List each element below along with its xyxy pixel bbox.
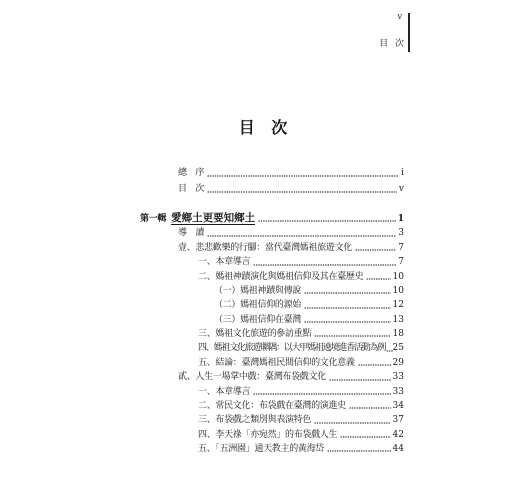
- toc-subsection: [140, 284, 404, 298]
- toc-page-number: 10: [392, 285, 404, 296]
- toc-chapter: [140, 241, 404, 255]
- toc-section: [140, 270, 404, 284]
- toc-page-number: 33: [392, 386, 404, 397]
- toc-entry-label: 五、「五洲園」通天教主的黃海岱: [198, 444, 325, 454]
- toc-chapter: [140, 370, 404, 384]
- toc-subsection: [140, 313, 404, 327]
- toc-section: [140, 399, 404, 413]
- toc-entry-label: 壹、悲悲歡樂的行腳：當代臺灣媽祖旅遊文化: [178, 242, 353, 253]
- dot-leader: [314, 334, 390, 338]
- dot-leader: [358, 363, 391, 367]
- toc-entry-label: 一、本章導言: [198, 257, 251, 268]
- dot-leader: [314, 421, 390, 425]
- dot-leader: [207, 190, 397, 194]
- toc-page-number: 29: [392, 357, 404, 368]
- page-title: 目 次: [238, 118, 288, 137]
- dot-leader: [253, 263, 396, 267]
- toc-section: [140, 255, 404, 269]
- dot-leader: [304, 320, 391, 324]
- toc-page-number: v: [398, 184, 404, 194]
- running-header-title: 目 次: [379, 39, 404, 49]
- toc-subsection: [140, 298, 404, 312]
- toc-entry: [178, 165, 404, 181]
- toc-page-number: 25: [392, 343, 404, 354]
- toc-entry-label: 二、常民文化：布袋戲在臺灣的演進史: [198, 400, 346, 411]
- toc-page-number: 44: [392, 444, 404, 454]
- toc-entry-label: 一、本章導言: [198, 386, 251, 397]
- toc-entry-label: 四、媽祖文化旅遊聯隅：以大甲媽祖遶境進香活動為例: [198, 343, 386, 354]
- toc-entry: [178, 181, 404, 197]
- dot-leader: [327, 449, 391, 453]
- toc-page-number: i: [401, 168, 404, 178]
- toc-entry: [140, 226, 404, 240]
- toc-section: [140, 442, 404, 456]
- toc-section: [140, 428, 404, 442]
- front-matter-list: [178, 165, 404, 197]
- dot-leader: [304, 291, 391, 295]
- toc-page-number: 7: [398, 257, 404, 268]
- toc-entry-label: 導 讀: [178, 228, 205, 239]
- toc-entry-label: 三、布袋戲之類別與表演特色: [198, 415, 312, 426]
- toc-entry-label: 目 次: [178, 184, 205, 194]
- toc-page-number: 37: [392, 415, 404, 426]
- toc-page-number: 1: [397, 214, 404, 224]
- dot-leader: [366, 277, 390, 281]
- toc-entry-label: （二）媽祖信仰的源始: [214, 300, 302, 311]
- toc-section: [140, 327, 404, 341]
- dot-leader: [329, 378, 391, 382]
- dot-leader: [340, 435, 390, 439]
- toc-page-number: 18: [392, 329, 404, 339]
- toc-page-number: 13: [392, 314, 404, 325]
- running-header-rule: [408, 13, 410, 52]
- part-number: 第一輯: [140, 214, 167, 224]
- toc-entry-label: 貳、人生一場掌中戲：臺灣布袋戲文化: [178, 372, 326, 383]
- toc-entry-label: 二、媽祖神蹟演化與媽祖信仰及其在臺歷史: [198, 271, 364, 282]
- toc-page-number: 10: [392, 271, 404, 282]
- dot-leader: [355, 248, 396, 252]
- toc-page-number: 7: [398, 242, 404, 253]
- toc-section: [140, 356, 404, 370]
- toc-entry-label: 五、結論：臺灣媽祖民間信仰的文化意義: [198, 357, 355, 368]
- toc-part-heading: [140, 212, 404, 226]
- toc-entry-label: 總 序: [178, 168, 205, 178]
- dot-leader: [207, 174, 399, 178]
- toc-page-number: 33: [392, 372, 404, 383]
- toc-page-number: 3: [398, 228, 404, 239]
- toc-entry-label: 四、李天祿「亦宛然」的布袋戲人生: [198, 429, 338, 440]
- dot-leader: [304, 306, 391, 310]
- toc-entry-label: 三、媽祖文化旅遊的參訪重點: [198, 329, 312, 339]
- part-title: 愛鄉土更要知鄉土: [171, 212, 256, 225]
- dot-leader: [258, 219, 396, 223]
- toc-entry-label: （三）媽祖信仰在臺灣: [214, 314, 302, 325]
- toc-page-number: 42: [392, 429, 404, 440]
- toc-list: [140, 212, 404, 456]
- toc-page-number: 12: [392, 300, 404, 311]
- dot-leader: [253, 392, 390, 396]
- toc-section: [140, 341, 404, 355]
- toc-page-number: 34: [392, 400, 404, 411]
- toc-section: [140, 385, 404, 399]
- running-header-page-number: v: [397, 12, 402, 21]
- toc-entry-label: （一）媽祖神蹟與傳說: [214, 285, 302, 296]
- dot-leader: [207, 234, 396, 238]
- dot-leader: [349, 406, 391, 410]
- toc-section: [140, 413, 404, 427]
